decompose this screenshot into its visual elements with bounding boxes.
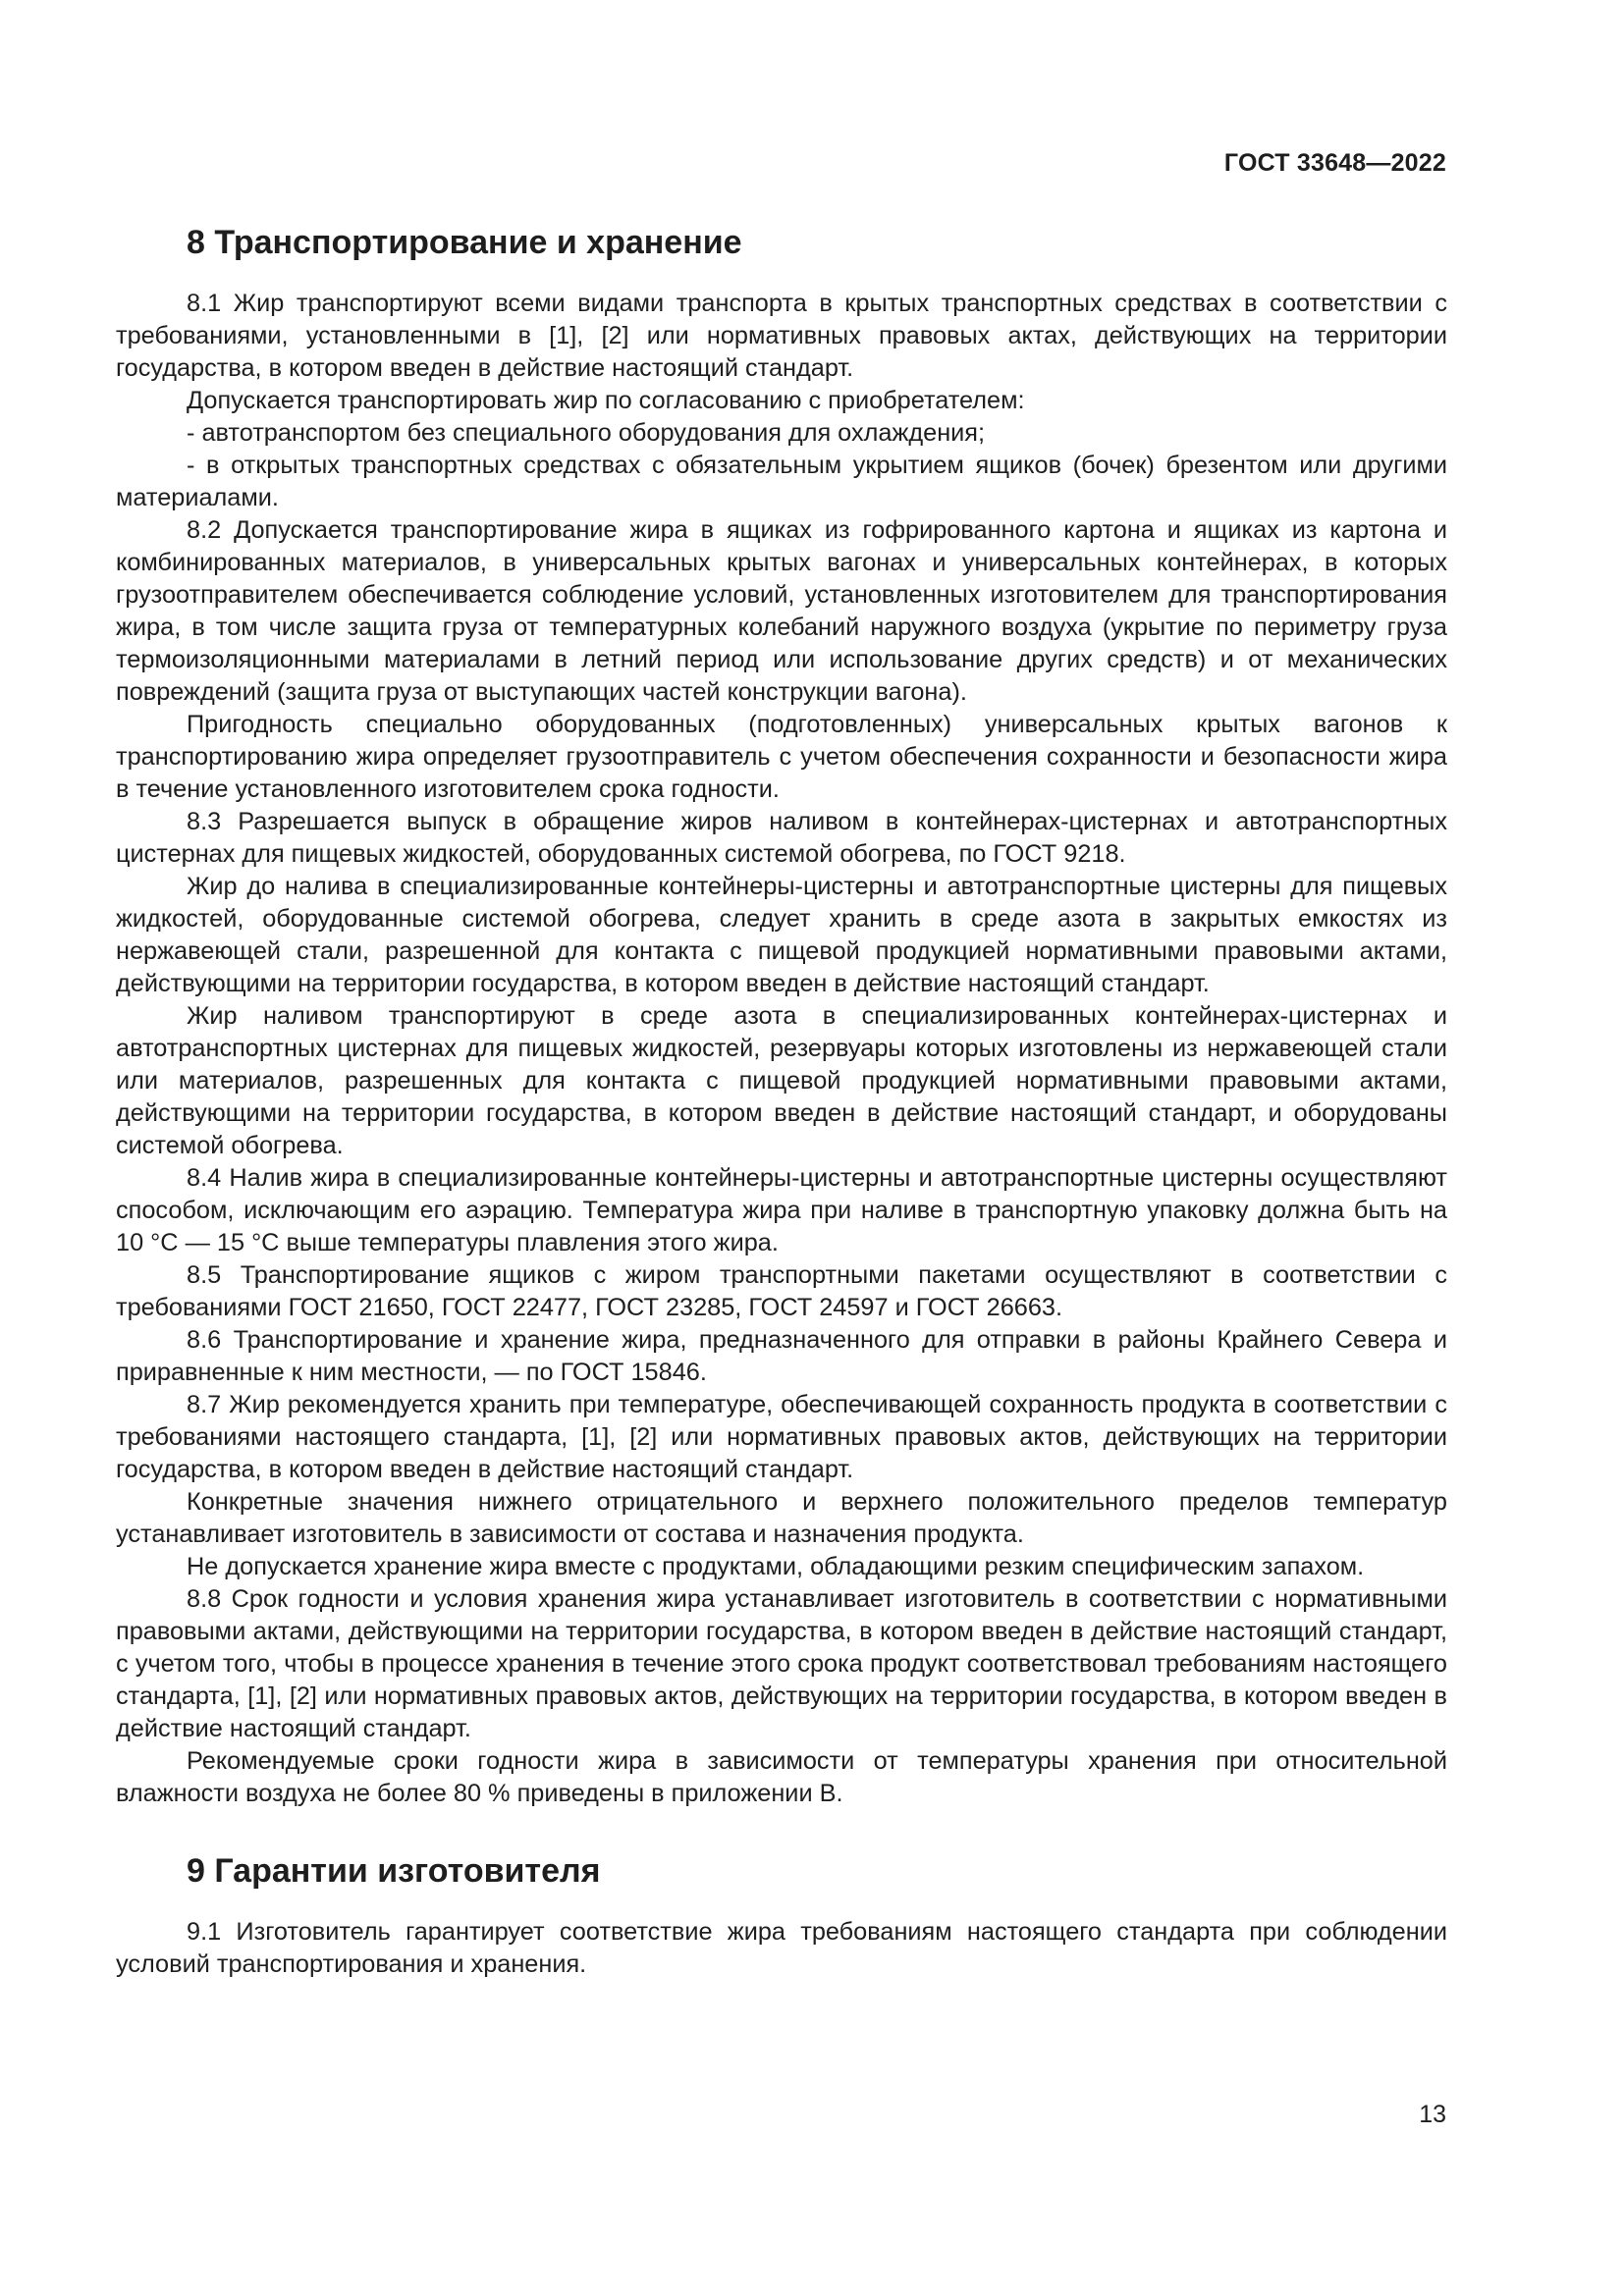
list-item-open-transport: - в открытых транспортных средствах с обязательным укрытием ящиков (бочек) брезентом или другими материалами.	[116, 452, 1447, 511]
paragraph-recommended-shelf-life: Рекомендуемые сроки годности жира в зависимости от температуры хранения при относительной влажности воздуха не более 80 % приведены в приложении В.	[116, 1747, 1447, 1807]
paragraph-9-1: 9.1 Изготовитель гарантирует соответствие жира требованиям настоящего стандарта при соблюдении условий транспортирования и хранения.	[116, 1918, 1447, 1978]
page-content	[116, 221, 1447, 1981]
paragraph-wagon-suitability: Пригодность специально оборудованных (подготовленных) универсальных крытых вагонов к транспортированию жира определяет грузоотправитель с учетом обеспечения сохранности и безопасности жира в течение установленного изготовителем срока годности.	[116, 711, 1447, 803]
paragraph-fat-storage-nitrogen: Жир до налива в специализированные контейнеры-цистерны и автотранспортные цистерны для пищевых жидкостей, оборудованные системой обогрева, следует хранить в среде азота в закрытых емкостях из нержавеющей стали, разрешенной для контакта с пищевой продукцией нормативными правовыми актами, действующими на территории государства, в котором введен в действие настоящий стандарт.	[116, 873, 1447, 997]
section-8-title: 8 Транспортирование и хранение	[187, 224, 742, 261]
paragraph-8-7: 8.7 Жир рекомендуется хранить при температуре, обеспечивающей сохранность продукта в соответствии с требованиями настоящего стандарта, [1], [2] или нормативных правовых актов, действующих на территории государства, в котором введен в действие настоящий стандарт.	[116, 1391, 1447, 1483]
paragraph-8-8: 8.8 Срок годности и условия хранения жира устанавливает изготовитель в соответствии с нормативными правовыми актами, действующими на территории государства, в котором введен в действие настоящий стандарт, с учетом того, чтобы в процессе хранения в течение этого срока продукт соответствовал требованиям настоящего стандарта, [1], [2] или нормативных правовых актов, действующих на территории государства, в котором введен в действие настоящий стандарт.	[116, 1585, 1447, 1742]
paragraph-bulk-transport: Жир наливом транспортируют в среде азота в специализированных контейнерах-цистернах и автотранспортных цистернах для пищевых жидкостей, резервуары которых изготовлены из нержавеющей стали или материалов, разрешенных для контакта с пищевой продукцией нормативными правовыми актами, действующими на территории государства, в котором введен в действие настоящий стандарт, и оборудованы системой обогрева.	[116, 1002, 1447, 1159]
page-number: 13	[1419, 2101, 1446, 2128]
paragraph-8-3: 8.3 Разрешается выпуск в обращение жиров наливом в контейнерах-цистернах и автотранспортных цистернах для пищевых жидкостей, оборудованных системой обогрева, по ГОСТ 9218.	[116, 808, 1447, 868]
paragraph-temperature-limits: Конкретные значения нижнего отрицательного и верхнего положительного пределов температур устанавливает изготовитель в зависимости от состава и назначения продукта.	[116, 1488, 1447, 1548]
paragraph-8-4: 8.4 Налив жира в специализированные контейнеры-цистерны и автотранспортные цистерны осуществляют способом, исключающим его аэрацию. Температура жира при наливе в транспортную упаковку должна быть на 10 °C — 15 °C выше температуры плавления этого жира.	[116, 1164, 1447, 1256]
paragraph-transport-allowed: Допускается транспортировать жир по согласованию с приобретателем:	[187, 387, 1025, 414]
section-9-title: 9 Гарантии изготовителя	[187, 1852, 601, 1890]
document-code-header: ГОСТ 33648—2022	[1223, 149, 1446, 177]
paragraph-8-6: 8.6 Транспортирование и хранение жира, предназначенного для отправки в районы Крайнего Севера и приравненные к ним местности, — по ГОСТ 15846.	[116, 1326, 1447, 1386]
paragraph-8-2: 8.2 Допускается транспортирование жира в ящиках из гофрированного картона и ящиках из картона и комбинированных материалов, в универсальных крытых вагонах и универсальных контейнерах, в которых грузоотправителем обеспечивается соблюдение условий, установленных изготовителем для транспортирования жира, в том числе защита груза от температурных колебаний наружного воздуха (укрытие по периметру груза термоизоляционными материалами в летний период или использование других средств) и от механических повреждений (защита груза от выступающих частей конструкции вагона).	[116, 516, 1447, 706]
paragraph-odor-restriction: Не допускается хранение жира вместе с продуктами, обладающими резким специфическим запахом.	[187, 1553, 1365, 1580]
list-item-autotransport: - автотранспортом без специального оборудования для охлаждения;	[187, 419, 986, 447]
paragraph-8-5: 8.5 Транспортирование ящиков с жиром транспортными пакетами осуществляют в соответствии с требованиями ГОСТ 21650, ГОСТ 22477, ГОСТ 23285, ГОСТ 24597 и ГОСТ 26663.	[116, 1261, 1447, 1321]
paragraph-8-1: 8.1 Жир транспортируют всеми видами транспорта в крытых транспортных средствах в соответствии с требованиями, установленными в [1], [2] или нормативных правовых актах, действующих на территории государства, в котором введен в действие настоящий стандарт.	[116, 290, 1447, 382]
